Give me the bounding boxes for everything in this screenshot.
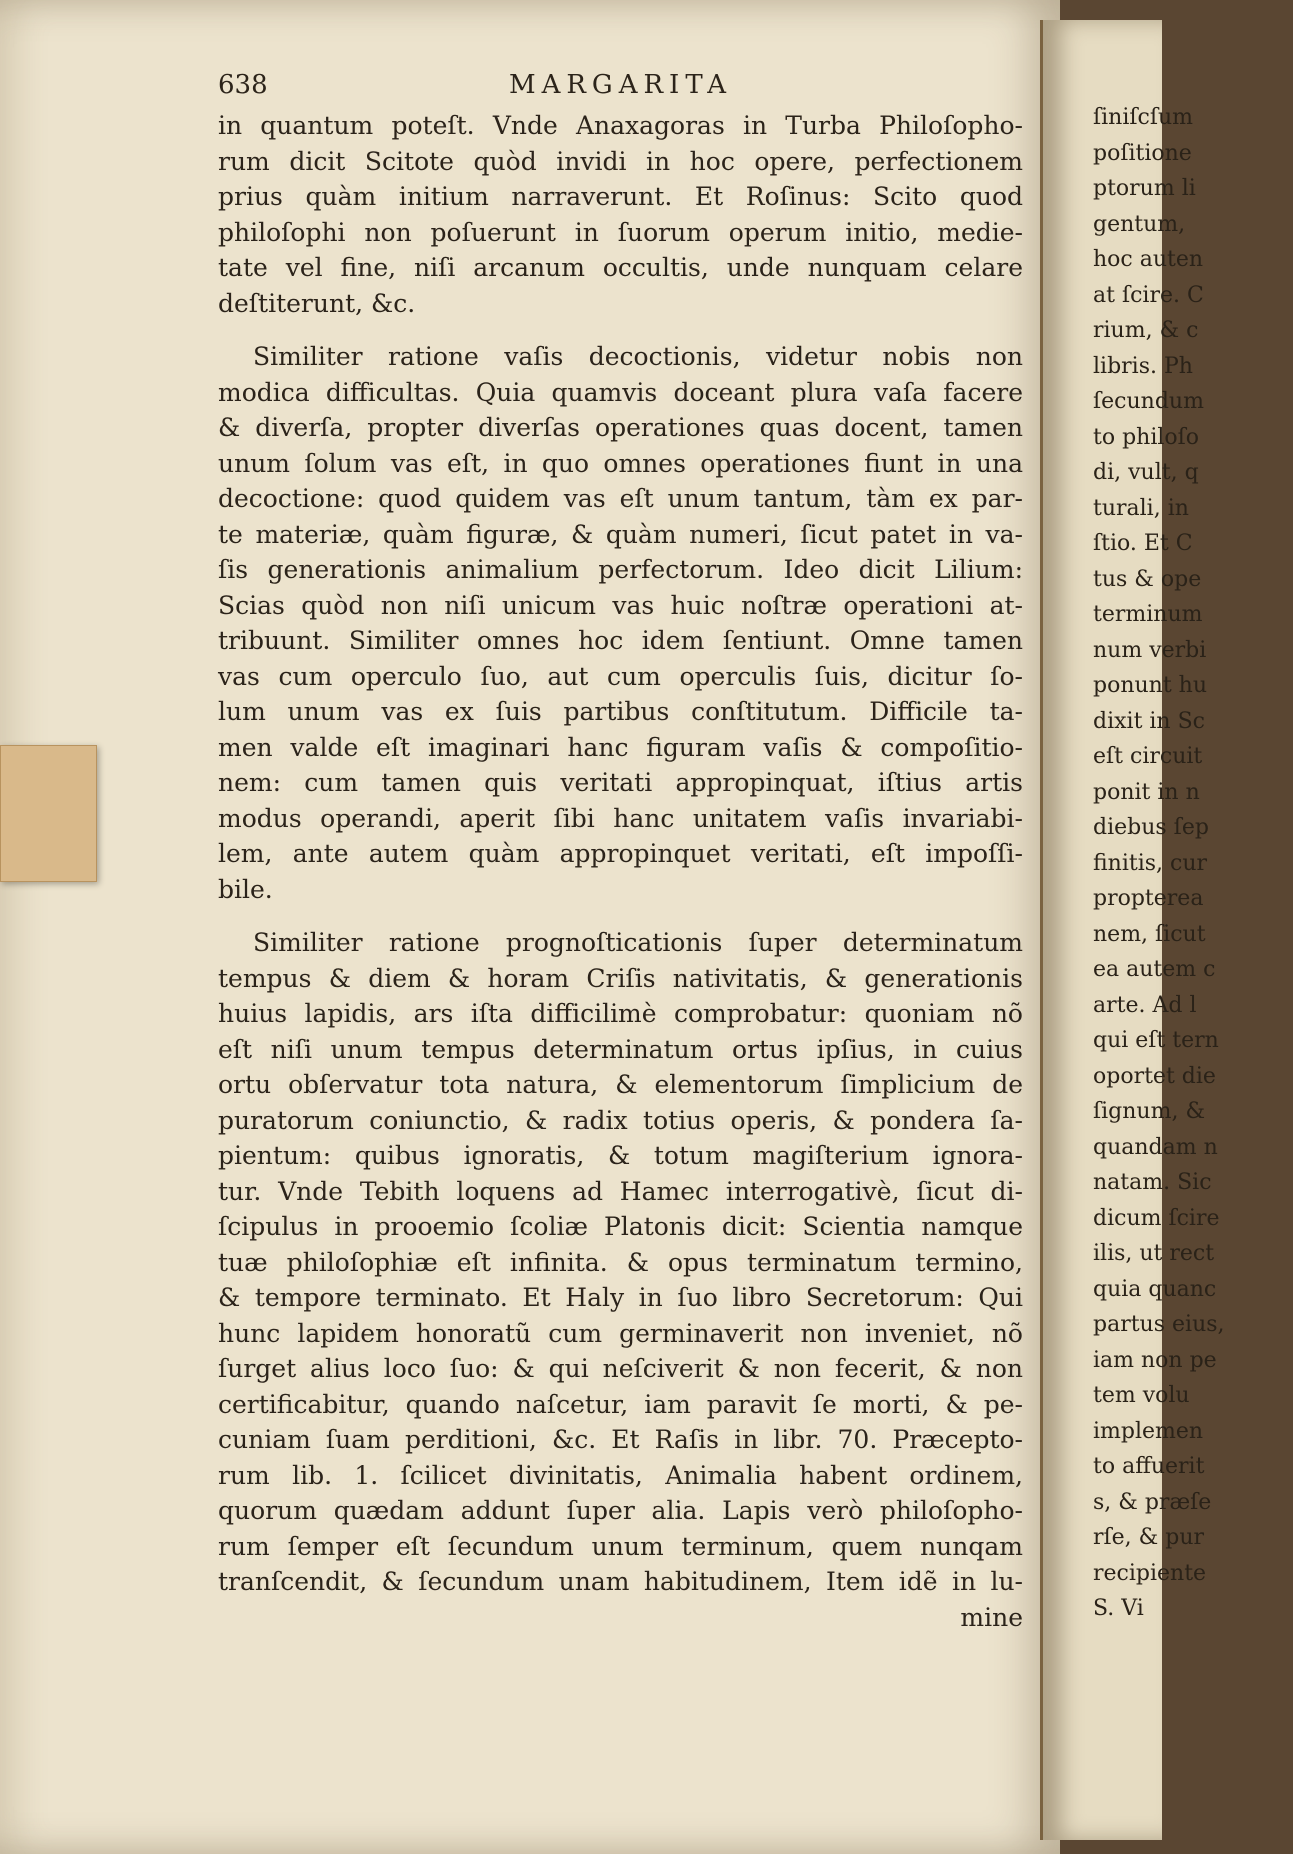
text-line: unum ſolum vas eſt, in quo omnes operationes fiunt in una	[218, 448, 1023, 478]
facing-text-line: partus eius,	[1093, 1312, 1225, 1337]
facing-text-line: ea autem c	[1093, 957, 1216, 982]
facing-page-edge	[1040, 20, 1225, 1840]
facing-text-line: arte. Ad l	[1093, 992, 1197, 1018]
facing-text-line: oportet die	[1093, 1063, 1216, 1089]
text-line: decoctione: quod quidem vas eſt unum tantum, tàm ex par-	[218, 484, 1023, 513]
facing-text-line: propterea	[1093, 886, 1204, 911]
text-line: & tempore terminato. Et Haly in ſuo libro Secretorum: Qui	[218, 1283, 1023, 1312]
facing-text-line: recipiente	[1093, 1560, 1207, 1586]
text-line: in quantum poteſt. Vnde Anaxagoras in Turba Philoſopho-	[218, 111, 1023, 140]
facing-text-line: qui eſt tern	[1093, 1028, 1219, 1053]
text-line: rum dicit Scitote quòd invidi in hoc opere, perfectionem	[218, 146, 1023, 176]
facing-text-line: num verbi	[1093, 637, 1207, 663]
facing-text-line: tem volu	[1093, 1383, 1190, 1408]
facing-text-line: to affuerit	[1093, 1454, 1205, 1479]
facing-text-line: di, vult, q	[1093, 460, 1199, 485]
text-line: lem, ante autem quàm appropinquet veritati, eſt impoſſi-	[218, 839, 1023, 868]
text-line: quorum quædam addunt ſuper alia. Lapis verò philoſopho-	[218, 1496, 1023, 1525]
text-line: cuniam ſuam perditioni, &c. Et Raſis in libr. 70. Præcepto-	[218, 1425, 1023, 1454]
facing-text-line: dixit in Sc	[1093, 708, 1205, 734]
facing-text-line: ſecundum	[1093, 389, 1204, 414]
running-title: MARGARITA	[508, 70, 733, 100]
facing-text-line: hoc auten	[1093, 247, 1204, 272]
facing-text-line: at ſcire. C	[1093, 282, 1204, 308]
facing-text-line: iam non pe	[1093, 1347, 1217, 1373]
facing-text-line: terminum	[1093, 602, 1203, 627]
text-line: ſis generationis animalium perfectorum. Ideo dicit Lilium:	[218, 555, 1023, 584]
text-line: lum unum vas ex ſuis partibus conſtitutum. Difficile ta-	[218, 697, 1023, 726]
text-line: puratorum coniunctio, & radix totius operis, & pondera ſa-	[218, 1105, 1023, 1135]
facing-text-line: quandam n	[1093, 1134, 1218, 1160]
text-line: modus operandi, aperit ſibi hanc unitatem vaſis invariabi-	[218, 803, 1023, 833]
text-line: tuæ philoſophiæ eſt infinita. & opus terminatum termino,	[218, 1247, 1023, 1277]
text-line: eſt niſi unum tempus determinatum ortus ipſius, in cuius	[218, 1034, 1023, 1064]
facing-text-line: quia quanc	[1093, 1276, 1217, 1302]
text-line: te materiæ, quàm figuræ, & quàm numeri, ſicut patet in va-	[218, 519, 1023, 549]
text-line: tribuunt. Similiter omnes hoc idem ſentiunt. Omne tamen	[218, 626, 1023, 655]
facing-text-line: rium, & c	[1093, 318, 1199, 343]
facing-text-line: gentum,	[1093, 211, 1186, 237]
body-text	[218, 108, 1023, 1635]
facing-text-line: ſiniſcſum	[1093, 105, 1194, 130]
paragraph	[218, 925, 1023, 1600]
facing-text-line: ilis, ut rect	[1093, 1241, 1215, 1266]
facing-text-line: implemen	[1093, 1418, 1204, 1444]
facing-page-text	[1093, 100, 1293, 1627]
facing-text-line: ptorum li	[1093, 176, 1196, 201]
facing-text-line: turali, in	[1093, 495, 1189, 521]
text-line: Scias quòd non niſi unicum vas huic noſtræ operationi at-	[218, 590, 1023, 620]
text-line: tranſcendit, & ſecundum unam habitudinem, Item idẽ in lu-	[218, 1567, 1023, 1596]
text-line: rum lib. 1. ſcilicet divinitatis, Animalia habent ordinem,	[218, 1460, 1023, 1490]
text-line: ortu obſervatur tota natura, & elementorum ſimplicium de	[218, 1070, 1023, 1099]
facing-text-line: eſt circuit	[1093, 744, 1203, 769]
text-line: modica difficultas. Quia quamvis doceant plura vaſa facere	[218, 377, 1023, 407]
text-line: tempus & diem & horam Criſis nativitatis, & generationis	[218, 963, 1023, 993]
text-line: philoſophi non poſuerunt in ſuorum operum initio, medie-	[218, 217, 1023, 247]
text-line: Similiter ratione prognoſticationis ſuper determinatum	[253, 928, 1023, 957]
paper-bookmark-tab	[0, 745, 97, 882]
text-line: men valde eſt imaginari hanc figuram vaſis & compoſitio-	[218, 732, 1023, 762]
facing-text-line: ponunt hu	[1093, 673, 1208, 698]
text-line: rum ſemper eſt ſecundum unum terminum, quem nunqam	[218, 1531, 1023, 1561]
facing-text-line: finitis, cur	[1093, 850, 1208, 876]
facing-text-line: rſe, & pur	[1093, 1525, 1205, 1550]
text-line: tur. Vnde Tebith loquens ad Hamec interrogativè, ſicut di-	[218, 1176, 1023, 1206]
facing-text-line: diebus ſep	[1093, 815, 1209, 840]
paragraph	[218, 108, 1023, 321]
facing-text-line: poſitione	[1093, 140, 1192, 166]
text-line: deſtiterunt, &c.	[218, 288, 416, 318]
facing-text-line: tus & ope	[1093, 566, 1202, 592]
facing-text-line: s, & præſe	[1093, 1489, 1212, 1515]
text-line: hunc lapidem honoratũ cum germinaverit non inveniet, nõ	[218, 1318, 1023, 1348]
facing-text-line: ponit in n	[1093, 779, 1200, 805]
facing-text-line: ſignum, &	[1093, 1099, 1206, 1124]
text-line: pientum: quibus ignoratis, & totum magiſterium ignora-	[218, 1141, 1023, 1170]
page-number: 638	[218, 70, 268, 100]
text-line: ſurget alius loco ſuo: & qui neſciverit & non fecerit, & non	[218, 1354, 1023, 1383]
text-line: bile.	[218, 874, 273, 904]
text-line: huius lapidis, ars iſta difficilimè comprobatur: quoniam nõ	[218, 999, 1023, 1028]
facing-text-line: dicum ſcire	[1093, 1205, 1220, 1231]
facing-text-line: natam. Sic	[1093, 1170, 1212, 1195]
facing-text-line: libris. Ph	[1093, 353, 1193, 379]
text-line: & diverſa, propter diverſas operationes quas docent, tamen	[218, 413, 1023, 442]
text-line: tate vel fine, niſi arcanum occultis, unde nunquam celare	[218, 253, 1023, 282]
text-line: Similiter ratione vaſis decoctionis, videtur nobis non	[253, 342, 1023, 371]
facing-text-line: to philoſo	[1093, 424, 1200, 450]
text-line: nem: cum tamen quis veritati appropinquat, iſtius artis	[218, 768, 1023, 797]
text-line: certificabitur, quando naſcetur, iam paravit ſe morti, & pe-	[218, 1389, 1023, 1419]
page-header	[218, 70, 1023, 110]
catchword: mine	[960, 1602, 1023, 1632]
facing-text-line: nem, ſicut	[1093, 921, 1206, 947]
text-line: prius quàm initium narraverunt. Et Roſinus: Scito quod	[218, 182, 1023, 211]
text-line: vas cum operculo ſuo, aut cum operculis ſuis, dicitur ſo-	[218, 661, 1023, 691]
facing-text-line: ſtio. Et C	[1093, 531, 1193, 556]
paragraph	[218, 339, 1023, 907]
text-line: ſcipulus in prooemio ſcoliæ Platonis dicit: Scientia namque	[218, 1212, 1023, 1241]
facing-text-line: S. Vi	[1093, 1596, 1144, 1621]
